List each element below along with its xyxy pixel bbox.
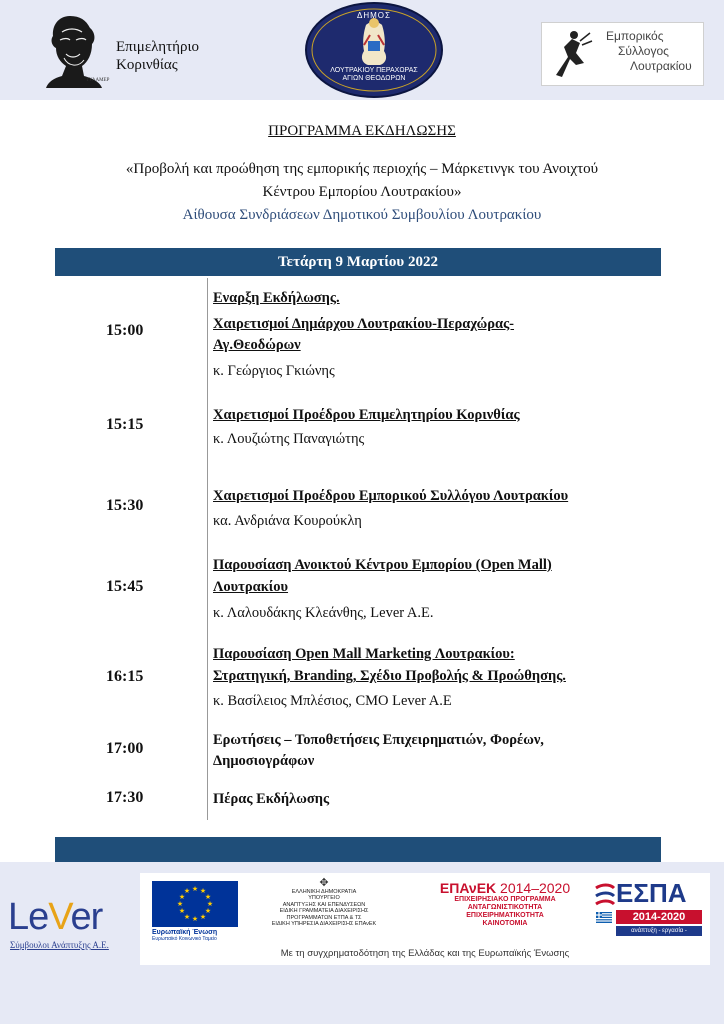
espa-logo	[592, 878, 704, 944]
schedule-item-speaker: κ. Βασίλειος Μπλέσιος, CMO Lever A.E	[213, 693, 452, 709]
schedule-item-speaker: κ. Λουζιώτης Παναγιώτης	[213, 431, 365, 447]
schedule-item-speaker: κ. Γεώργιος Γκιώνης	[213, 363, 335, 379]
chamber-name: Επιμελητήριο Κορινθίας	[116, 39, 199, 73]
espa-name: ΕΣΠΑ	[616, 878, 687, 908]
eu-flag-icon	[152, 881, 238, 927]
svg-text:★: ★	[178, 893, 186, 901]
eu-caption: Ευρωπαϊκή Ένωση	[152, 929, 218, 936]
eu-logo	[152, 881, 240, 941]
svg-text:★: ★	[191, 885, 199, 893]
schedule-time: 15:15	[106, 416, 144, 433]
schedule-item-title: Πέρας Εκδήλωσης	[213, 791, 330, 807]
bottom-bar	[55, 837, 661, 862]
schedule-item-title: Λουτρακίου	[213, 579, 289, 595]
svg-text:★: ★	[176, 900, 184, 908]
schedule-item-title: Ερωτήσεις – Τοποθετήσεις Επιχειρηματιών, Φορέων,	[213, 732, 544, 748]
hellenic-republic-logo: ✥ ΕΛΛΗΝΙΚΗ ΔΗΜΟΚΡΑΤΙΑ ΥΠΟΥΡΓΕΙΟ ΑΝΑΠΤΥΞΗΣ ΚΑΙ ΕΠΕΝΔΥΣΕΩΝ ΕΙΔΙΚΗ ΓΡΑΜΜΑΤΕΙΑ ΔΙΑΧΕΙΡΙΣΗΣ ΠΡΟΓΡΑΜΜΑΤΩΝ ΕΤΠΑ & ΤΣ ΕΙΔΙΚΗ ΥΠΗΡΕΣΙΑ ΔΙΑΧΕΙΡΙΣΗΣ ΕΠΑνΕΚ	[271, 877, 377, 927]
schedule-item-speaker: κ. Λαλουδάκης Κλεάνθης, Lever A.E.	[213, 605, 434, 621]
svg-text:★: ★	[183, 887, 191, 895]
header-band	[0, 0, 724, 100]
chamber-tag: ΤΥΛΑΜΕΡ	[86, 78, 110, 83]
cofunding-statement: Με τη συγχρηματοδότηση της Ελλάδας και της Ευρωπαϊκής Ένωσης	[280, 948, 570, 959]
epanek-logo: ΕΠΑνΕΚ 2014–2020 ΕΠΙΧΕΙΡΗΣΙΑΚΟ ΠΡΟΓΡΑΜΜΑ ΑΝΤΑΓΩΝΙΣΤΙΚΟΤΗΤΑ ΕΠΙΧΕΙΡΗΜΑΤΙΚΟΤΗΤΑ ΚΑΙΝΟΤΟΜΙΑ	[420, 880, 590, 940]
schedule-time: 15:30	[106, 497, 144, 514]
lever-subtitle: Σύμβουλοι Ανάπτυξης Α.Ε.	[10, 940, 109, 950]
svg-text:★: ★	[206, 900, 214, 908]
lever-wordmark: LeVer	[8, 896, 103, 938]
schedule-divider	[207, 278, 208, 820]
espa-tagline: ανάπτυξη - εργασία - αλληλεγγύη	[616, 926, 702, 936]
greek-emblem-icon: ✥	[319, 877, 329, 889]
municipality-name: ΛΟΥΤΡΑΚΙΟΥ ΠΕΡΑΧΩΡΑΣ ΑΓΙΩΝ ΘΕΟΔΩΡΩΝ	[330, 67, 418, 82]
svg-text:★: ★	[191, 915, 199, 923]
schedule-item-title: Χαιρετισμοί Δημάρχου Λουτρακίου-Περαχώρας-	[213, 316, 515, 332]
svg-text:★: ★	[204, 893, 212, 901]
schedule-item-title: Χαιρετισμοί Προέδρου Επιμελητηρίου Κορινθίας	[213, 407, 520, 423]
event-date-bar: Τετάρτη 9 Μαρτίου 2022	[55, 248, 661, 276]
schedule-item-title: Στρατηγική, Branding, Σχέδιο Προβολής & Προώθησης.	[213, 668, 566, 684]
schedule-time: 17:00	[106, 740, 144, 757]
event-venue: Αίθουσα Συνδριάσεων Δημοτικού Συμβουλίου Λουτρακίου	[182, 207, 542, 223]
schedule-item-speaker: κα. Ανδριάνα Κουρούκλη	[213, 513, 362, 529]
hermes-figure-icon	[546, 27, 594, 83]
schedule-item-title: Χαιρετισμοί Προέδρου Εμπορικού Συλλόγου Λουτρακίου	[213, 488, 569, 504]
chamber-logo	[40, 10, 240, 90]
schedule-item-title: Αγ.Θεοδώρων	[213, 337, 301, 353]
espa-swoosh-icon	[594, 882, 616, 908]
schedule-item-title: Παρουσίαση Open Mall Marketing Λουτρακίου:	[213, 646, 515, 662]
program-heading: ΠΡΟΓΡΑΜΜΑ ΕΚΔΗΛΩΣΗΣ	[268, 123, 456, 139]
svg-text:★: ★	[183, 913, 191, 921]
merchants-association-logo	[541, 22, 704, 86]
svg-text:★: ★	[199, 887, 207, 895]
svg-text:★: ★	[178, 907, 186, 915]
municipality-logo	[304, 1, 444, 99]
lever-logo	[8, 882, 132, 952]
schedule-item-title: Εναρξη Εκδήλωσης.	[213, 290, 340, 306]
municipality-title: ΔΗΜΟΣ	[357, 11, 391, 20]
greek-flag-icon	[596, 912, 612, 923]
schedule-item-title: Παρουσίαση Ανοικτού Κέντρου Εμπορίου (Open Mall)	[213, 557, 552, 573]
espa-years: 2014-2020	[616, 910, 702, 924]
event-title: «Προβολή και προώθηση της εμπορικής περιοχής – Μάρκετινγκ του Ανοιχτού Κέντρου Εμπορίου Λουτρακίου»	[125, 161, 599, 200]
schedule-time: 15:00	[106, 322, 144, 339]
schedule-time: 16:15	[106, 668, 144, 685]
schedule-item-title: Δημοσιογράφων	[213, 753, 315, 769]
schedule-time: 17:30	[106, 789, 144, 806]
eu-subcaption: Ευρωπαϊκό Κοινωνικό Ταμείο	[152, 936, 217, 942]
svg-text:★: ★	[199, 913, 207, 921]
svg-text:★: ★	[204, 907, 212, 915]
epanek-title: ΕΠΑνΕΚ 2014–2020	[439, 880, 571, 896]
schedule-time: 15:45	[106, 578, 144, 595]
merchants-association-name: Εμπορικός Σύλλογος Λουτρακίου	[606, 29, 692, 73]
